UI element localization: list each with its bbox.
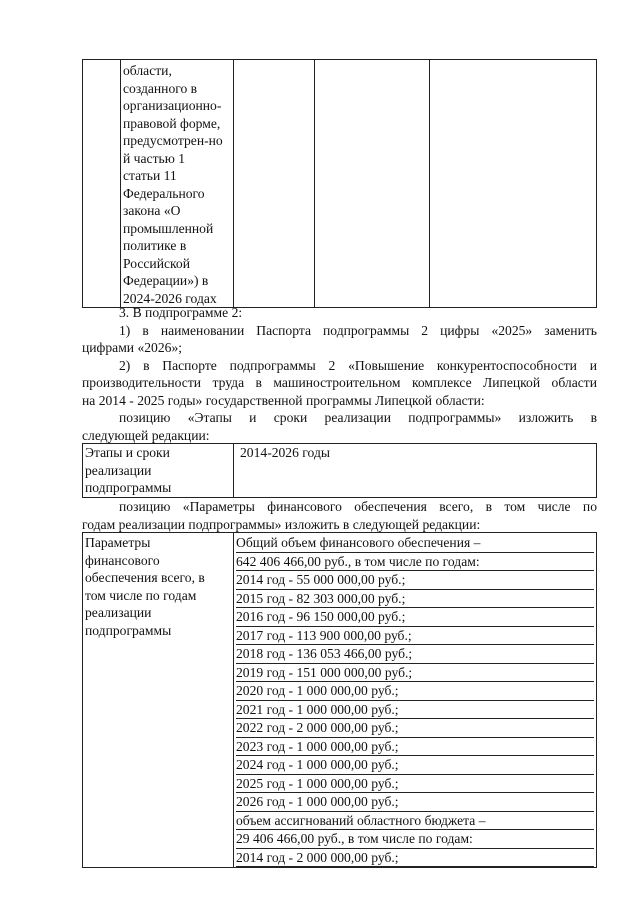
top-table-text-line: предусмотрен-но (123, 133, 223, 148)
finance-label-lines (85, 534, 231, 639)
position-1-line: следующей редакции: (82, 427, 210, 443)
finance-value-line: 2024 год - 1 000 000,00 руб.; (236, 756, 594, 775)
item-2-line: 2) в Паспорте подпрограммы 2 «Повышение конкурентоспособности и (119, 357, 597, 373)
top-table-cell-lines (123, 62, 231, 307)
finance-value-line: 2014 год - 55 000 000,00 руб.; (236, 571, 594, 590)
finance-value-line: 2017 год - 113 900 000,00 руб.; (236, 627, 594, 646)
top-table-text-line: промышленной (123, 220, 214, 236)
finance-value-lines (236, 534, 594, 867)
finance-value-line: объем ассигнований областного бюджета – (236, 812, 594, 831)
item-1-line: 1) в наименовании Паспорта подпрограммы 2 цифры «2025» заменить (119, 322, 597, 338)
top-table-empty-cell (234, 60, 315, 308)
finance-value-line: 2025 год - 1 000 000,00 руб.; (236, 775, 594, 794)
finance-table (82, 532, 597, 868)
finance-label-line: финансового (85, 552, 160, 568)
stages-label-line: реализации (85, 462, 152, 478)
position-1-line: позицию «Этапы и сроки реализации подпрограммы» изложить в (119, 410, 597, 425)
top-table-text-line: 2024-2026 годах (123, 290, 217, 306)
top-table-empty-cell (315, 60, 430, 308)
top-table-text-line: Федерального (123, 185, 205, 201)
finance-value-line: 2026 год - 1 000 000,00 руб.; (236, 793, 594, 812)
finance-value-line: 2019 год - 151 000 000,00 руб.; (236, 664, 594, 683)
stages-label-cell (83, 444, 234, 498)
stages-label-lines (85, 444, 231, 497)
top-table-text-line: правовой форме, (123, 115, 221, 131)
finance-value-line: 642 406 466,00 руб., в том числе по годам: (236, 553, 594, 572)
finance-value-line: 2016 год - 96 150 000,00 руб.; (236, 608, 594, 627)
finance-value-line: Общий объем финансового обеспечения – (236, 534, 594, 553)
stages-label-line: Этапы и сроки (85, 445, 170, 460)
finance-value-line: 2018 год - 136 053 466,00 руб.; (236, 645, 594, 664)
top-table-text-line: закона «О (123, 203, 181, 218)
top-table-empty-cell (430, 60, 597, 308)
finance-value-cell (234, 533, 597, 868)
position-2-line: позицию «Параметры финансового обеспечения всего, в том числе по (119, 499, 597, 514)
finance-value-line: 2015 год - 82 303 000,00 руб.; (236, 590, 594, 609)
finance-value-line: 2022 год - 2 000 000,00 руб.; (236, 719, 594, 738)
stages-table (82, 443, 597, 498)
top-table-text-line: области, (123, 63, 172, 78)
item-2-line: на 2014 - 2025 годы» государственной программы Липецкой области: (82, 392, 485, 408)
top-table-text-line: статьи 11 (123, 168, 177, 183)
top-table-text-line: организационно- (123, 98, 222, 113)
top-table-text-line: созданного в (123, 80, 198, 96)
stages-label-line: подпрограммы (85, 480, 172, 495)
body-text-1 (82, 304, 597, 444)
finance-label-line: Параметры (85, 535, 151, 550)
position-2-line: годам реализации подпрограммы» изложить в следующей редакции: (82, 516, 481, 532)
finance-value-line: 2023 год - 1 000 000,00 руб.; (236, 738, 594, 757)
finance-label-cell (83, 533, 234, 868)
body-text-2 (82, 498, 597, 533)
finance-label-line: реализации (85, 605, 152, 620)
stages-value-cell (234, 444, 597, 498)
finance-label-line: подпрограммы (85, 622, 172, 638)
top-table-text-cell (121, 60, 234, 308)
item-3-heading: 3. В подпрограмме 2: (119, 305, 243, 320)
finance-value-line: 2021 год - 1 000 000,00 руб.; (236, 701, 594, 720)
item-1-line: цифрами «2026»; (82, 340, 183, 355)
item-2-line: производительности труда в машиностроительном комплексе Липецкой области (82, 375, 597, 390)
finance-label-line: обеспечения всего, в (85, 570, 205, 585)
finance-value-line: 2020 год - 1 000 000,00 руб.; (236, 682, 594, 701)
top-table-empty-cell (83, 60, 121, 308)
top-table-text-line: й частью 1 (123, 150, 186, 166)
finance-value-line: 29 406 466,00 руб., в том числе по годам: (236, 830, 594, 849)
top-table-text-line: Российской (123, 255, 190, 271)
top-table-text-line: политике в (123, 238, 187, 253)
top-table-text-line: Федерации») в (123, 273, 209, 288)
finance-label-line: том числе по годам (85, 587, 197, 603)
top-table (82, 59, 597, 308)
finance-value-line: 2014 год - 2 000 000,00 руб.; (236, 849, 594, 868)
stages-value: 2014-2026 годы (240, 445, 330, 460)
